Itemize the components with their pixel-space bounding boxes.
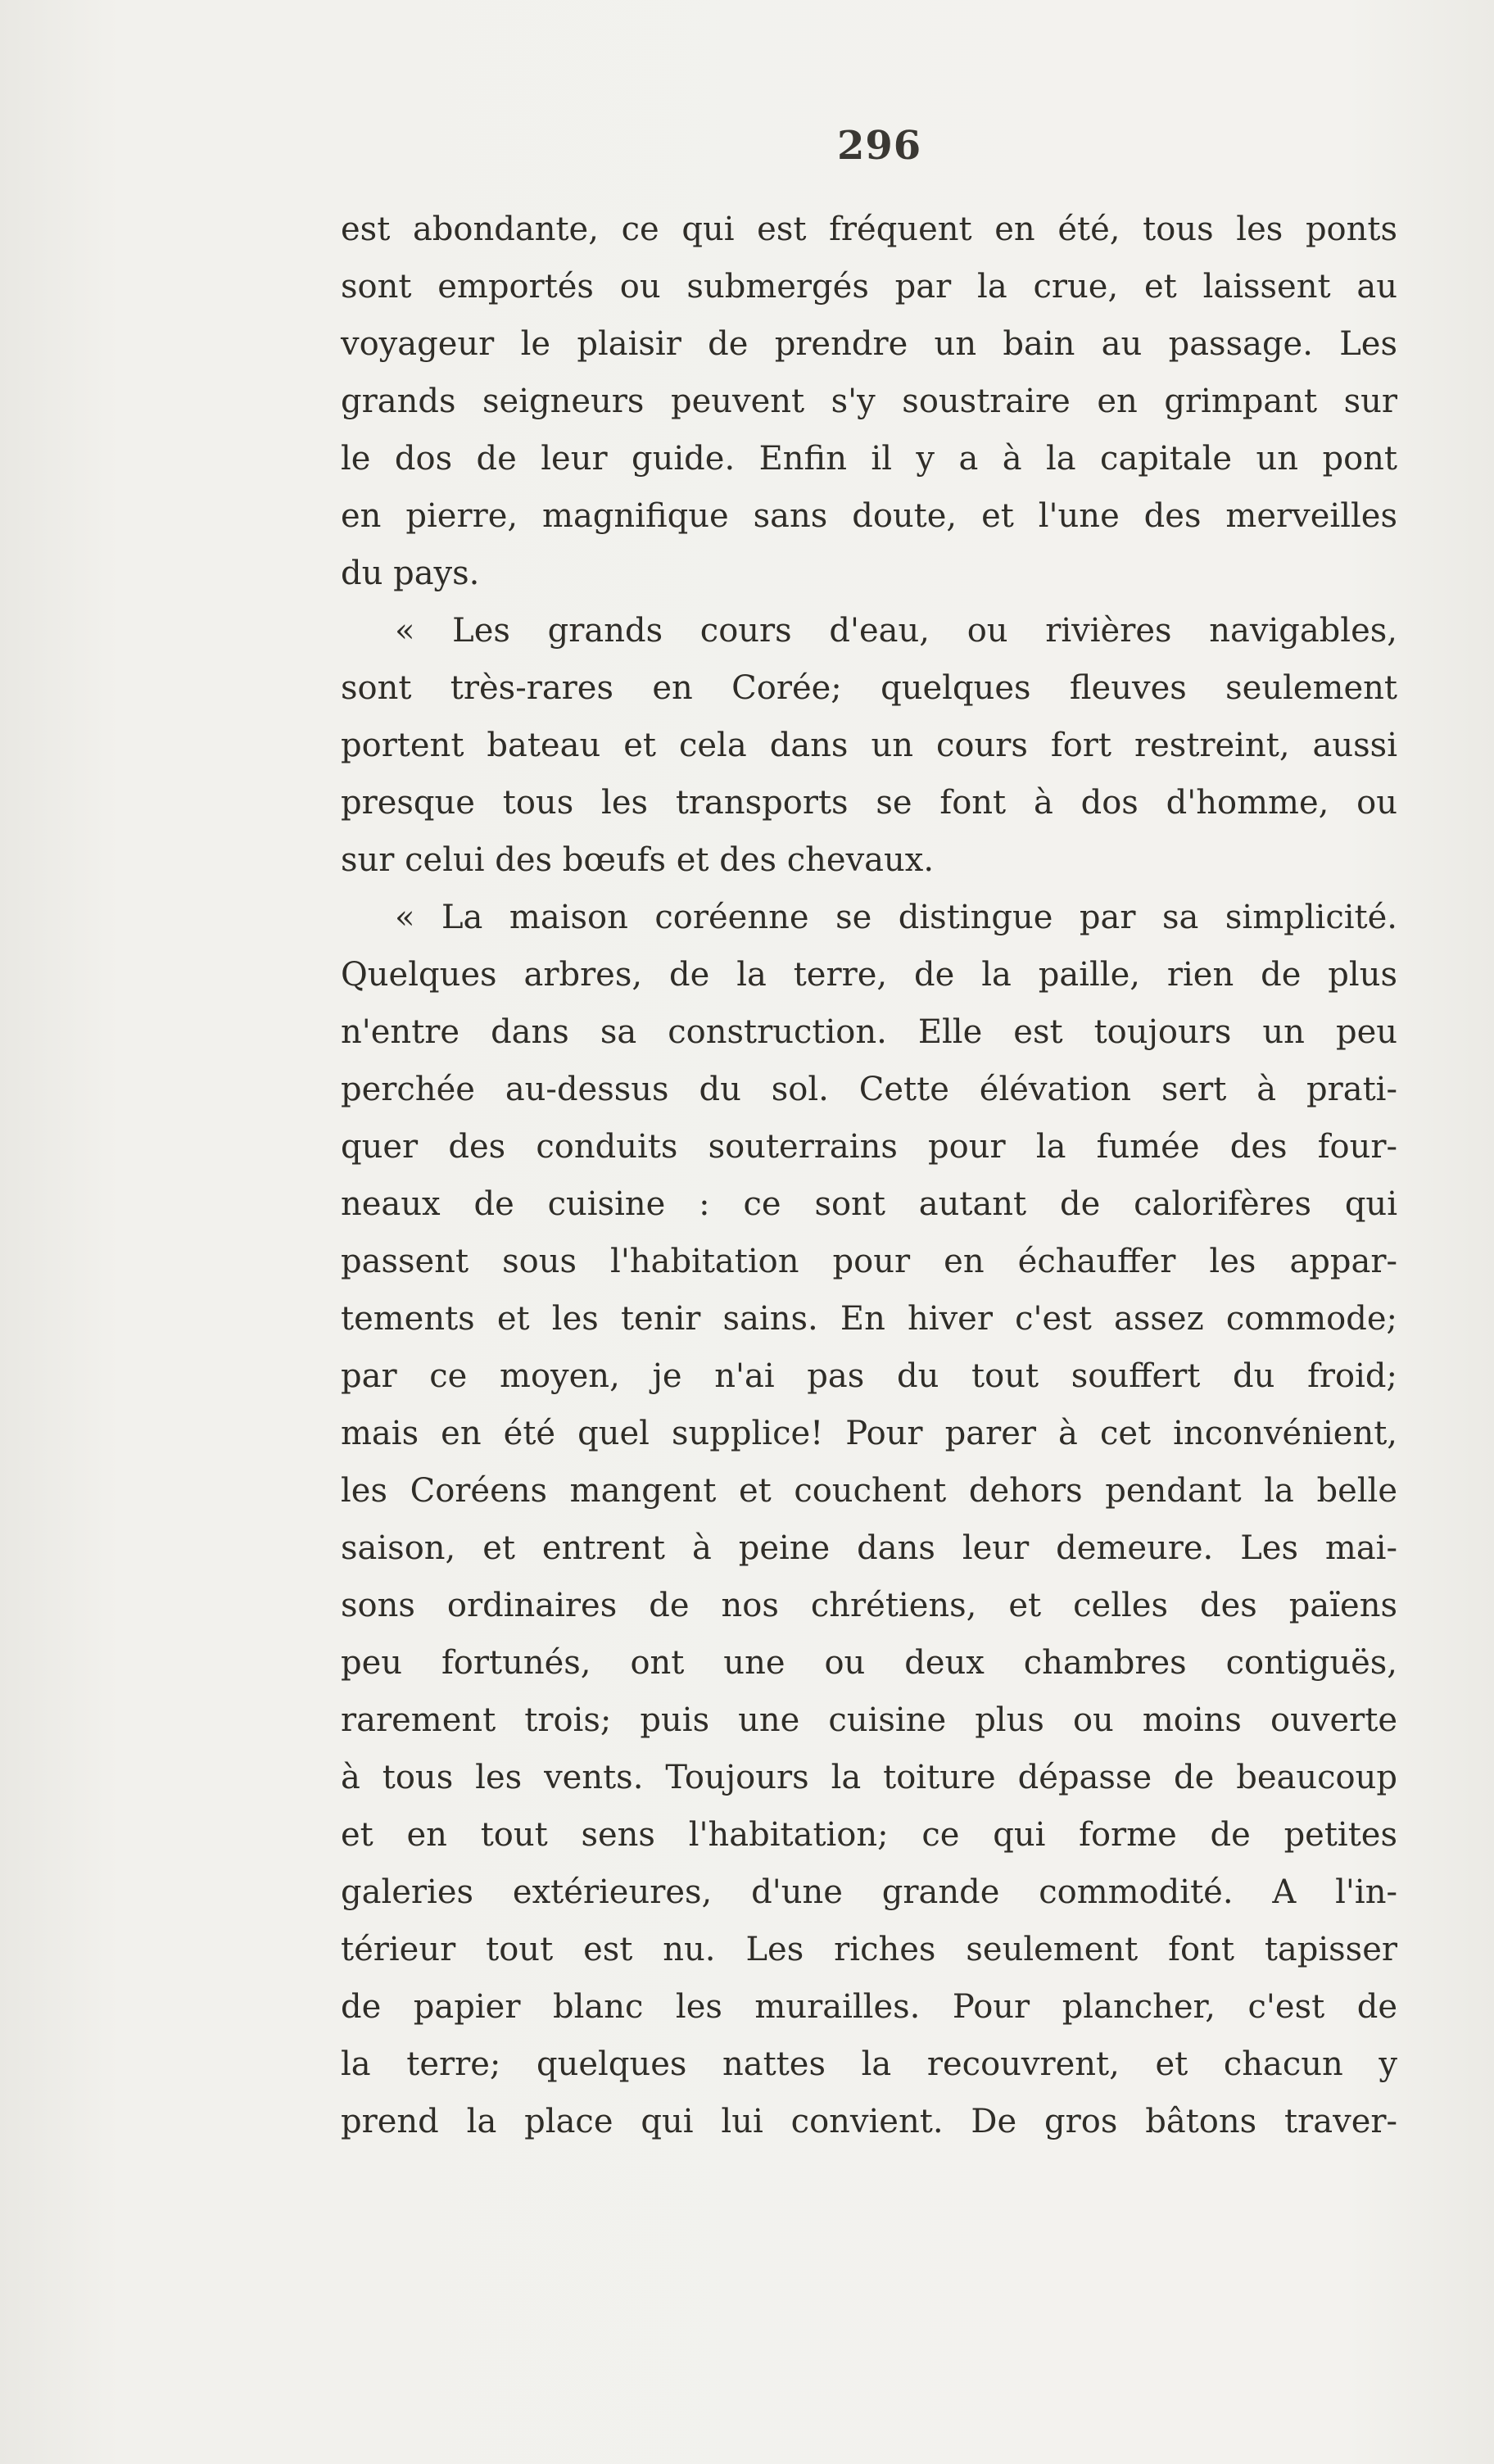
text-line: et en tout sens l'habitation; ce qui forme de petites	[341, 1816, 1397, 1854]
text-line: peu fortunés, ont une ou deux chambres contiguës,	[341, 1644, 1397, 1682]
text-line: en pierre, magnifique sans doute, et l'une des merveilles	[341, 497, 1397, 535]
text-line: les Coréens mangent et couchent dehors pendant la belle	[341, 1472, 1397, 1510]
text-line: passent sous l'habitation pour en échauffer les appar-	[341, 1243, 1397, 1280]
text-line: sur celui des bœufs et des chevaux.	[341, 841, 935, 879]
text-line: quer des conduits souterrains pour la fumée des four-	[341, 1128, 1397, 1166]
text-line: est abondante, ce qui est fréquent en été, tous les ponts	[341, 211, 1397, 248]
text-line: le dos de leur guide. Enfin il y a à la capitale un pont	[341, 440, 1397, 478]
text-line: tements et les tenir sains. En hiver c'est assez commode;	[341, 1300, 1397, 1338]
text-line: n'entre dans sa construction. Elle est toujours un peu	[341, 1013, 1397, 1051]
text-line: sons ordinaires de nos chrétiens, et celles des païens	[341, 1587, 1397, 1624]
text-line: de papier blanc les murailles. Pour plancher, c'est de	[341, 1988, 1397, 2026]
text-line: saison, et entrent à peine dans leur demeure. Les mai-	[341, 1529, 1397, 1567]
text-line: la terre; quelques nattes la recouvrent, et chacun y	[341, 2045, 1397, 2083]
text-line: par ce moyen, je n'ai pas du tout souffert du froid;	[341, 1357, 1397, 1395]
text-line: rarement trois; puis une cuisine plus ou moins ouverte	[341, 1701, 1397, 1739]
text-line: voyageur le plaisir de prendre un bain au passage. Les	[341, 325, 1397, 363]
text-line: galeries extérieures, d'une grande commodité. A l'in-	[341, 1873, 1397, 1911]
text-line: prend la place qui lui convient. De gros bâtons traver-	[341, 2103, 1397, 2140]
text-line: portent bateau et cela dans un cours fort restreint, aussi	[341, 727, 1397, 764]
text-line: sont très-rares en Corée; quelques fleuves seulement	[341, 669, 1397, 707]
text-line: à tous les vents. Toujours la toiture dépasse de beaucoup	[341, 1759, 1397, 1796]
text-line: du pays.	[341, 555, 480, 592]
text-line: presque tous les transports se font à dos d'homme, ou	[341, 784, 1397, 822]
text-line: mais en été quel supplice! Pour parer à cet inconvénient,	[341, 1415, 1397, 1452]
text-line: grands seigneurs peuvent s'y soustraire en grimpant sur	[341, 383, 1397, 420]
text-line: Quelques arbres, de la terre, de la paille, rien de plus	[341, 956, 1397, 994]
text-line: neaux de cuisine : ce sont autant de calorifères qui	[341, 1185, 1397, 1223]
text-line: perchée au-dessus du sol. Cette élévation sert à prati-	[341, 1071, 1397, 1108]
paragraph-start: « La maison coréenne se distingue par sa simplicité.	[395, 899, 1397, 936]
page-number: 296	[837, 123, 922, 169]
text-line: sont emportés ou submergés par la crue, et laissent au	[341, 268, 1397, 306]
paragraph-start: « Les grands cours d'eau, ou rivières navigables,	[395, 612, 1397, 650]
text-line: térieur tout est nu. Les riches seulement font tapisser	[341, 1931, 1397, 1968]
